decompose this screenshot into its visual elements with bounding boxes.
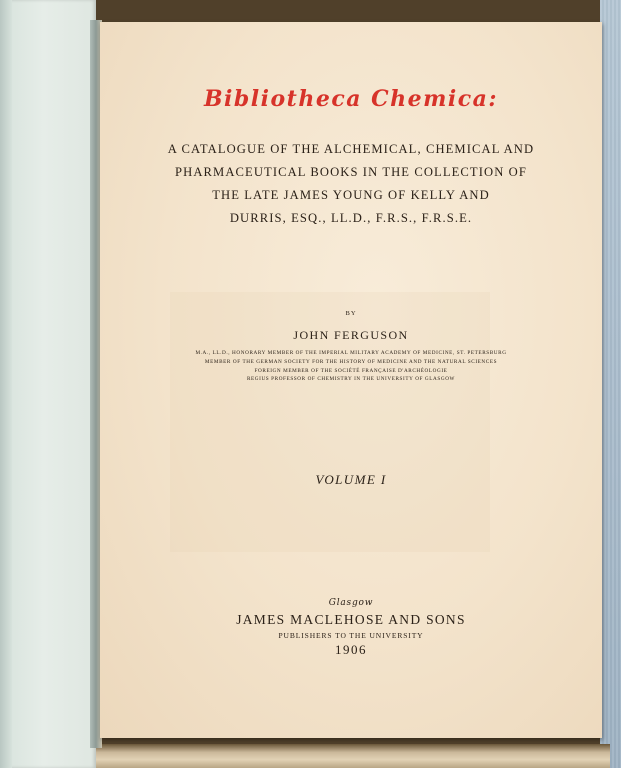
subtitle-line: THE LATE JAMES YOUNG OF KELLY AND [212, 188, 490, 202]
volume-label: VOLUME I [315, 472, 387, 487]
publication-year: 1906 [335, 642, 367, 657]
credential-line: REGIUS PROFESSOR OF CHEMISTRY IN THE UNIVERSITY OF GLASGOW [246, 376, 456, 383]
subtitle-line: PHARMACEUTICAL BOOKS IN THE COLLECTION OF [175, 165, 527, 179]
book-subtitle [100, 138, 602, 230]
publisher-imprint: PUBLISHERS TO THE UNIVERSITY [278, 631, 424, 640]
author-credentials [100, 349, 602, 384]
publication-city: Glasgow [328, 598, 374, 608]
author-name: JOHN FERGUSON [293, 328, 409, 342]
front-cover-board [0, 0, 96, 768]
credential-line: MEMBER OF THE GERMAN SOCIETY FOR THE HISTORY OF MEDICINE AND THE NATURAL SCIENCES [204, 358, 498, 365]
subtitle-line: DURRIS, ESQ., LL.D., F.R.S., F.R.S.E. [229, 211, 473, 225]
title-page [100, 22, 602, 738]
credential-line: M.A., LL.D., HONORARY MEMBER OF THE IMPERIAL MILITARY ACADEMY OF MEDICINE, ST. PETERSBURG [195, 350, 507, 356]
cover-board-edge [0, 0, 12, 768]
credential-line: FOREIGN MEMBER OF THE SOCIÉTÉ FRANÇAISE D'ARCHÉOLOGIE [254, 367, 448, 374]
publisher-name: JAMES MACLEHOSE AND SONS [236, 612, 466, 627]
subtitle-line: A CATALOGUE OF THE ALCHEMICAL, CHEMICAL AND [167, 142, 535, 156]
book-title: Bibliotheca Chemica: [203, 86, 499, 112]
by-line: BY [345, 310, 357, 317]
